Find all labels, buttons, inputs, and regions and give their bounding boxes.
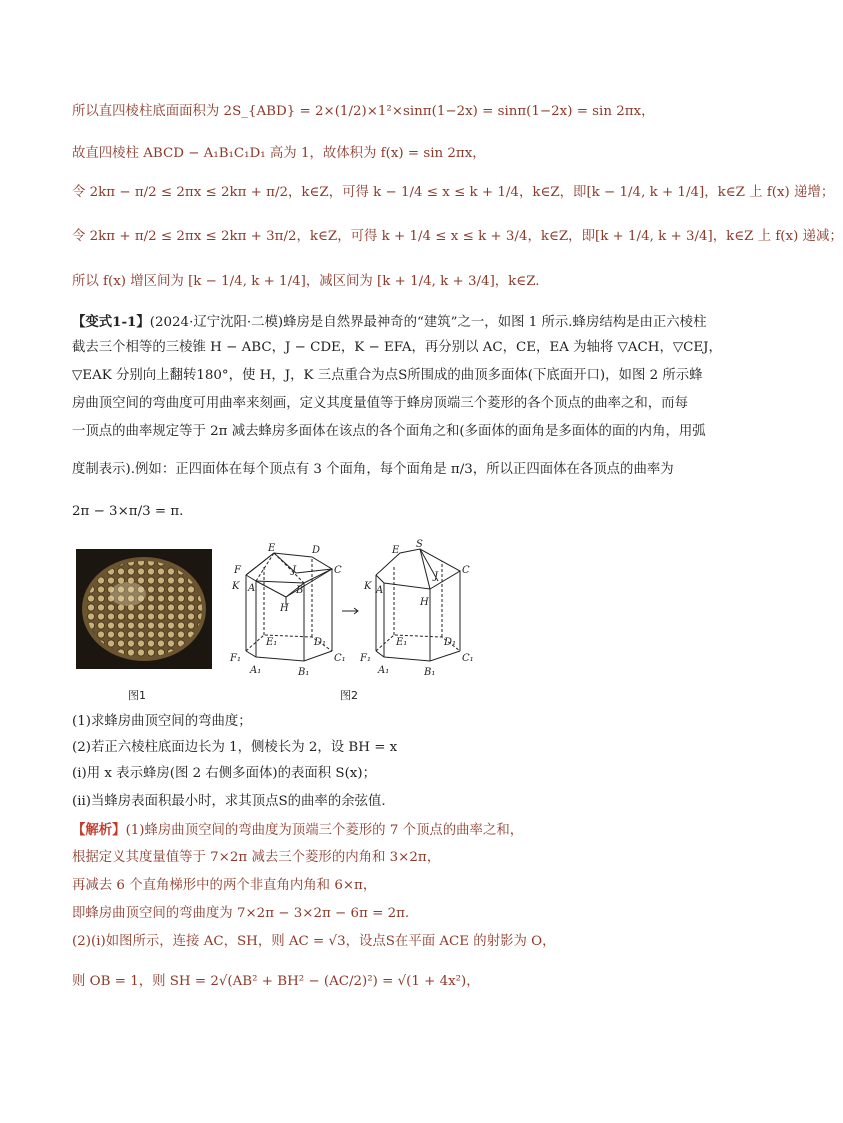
figure-area	[72, 539, 492, 705]
problem-text-1: (2024·辽宁沈阳·二模)蜂房是自然界最神奇的“建筑”之一，如图 1 所示.蜂房结构是由正六棱柱	[149, 315, 707, 330]
label-left-e1: E₁	[266, 637, 278, 648]
text-line-4: 令 2kπ + π/2 ≤ 2πx ≤ 2kπ + 3π/2，k∈Z，可得 k + 1/4 ≤ x ≤ k + 3/4，k∈Z，即[k + 1/4, k + 3/4]，k∈Z 上 f(x) 递减；	[72, 229, 843, 244]
honeycomb-icon	[76, 549, 212, 669]
solution-text-1: (1)蜂房曲顶空间的弯曲度为顶端三个菱形的 7 个顶点的曲率之和，	[125, 823, 524, 838]
label-left-e: E	[268, 543, 276, 554]
label-right-j: J	[434, 571, 439, 582]
label-right-k: K	[364, 581, 372, 592]
label-left-f1: F₁	[230, 653, 241, 664]
solution-line-1	[72, 820, 523, 841]
question-2: (2)若正六棱柱底面边长为 1，侧棱长为 2，设 BH = x	[72, 740, 398, 755]
honeycomb-photo	[76, 549, 212, 669]
label-right-s: S	[416, 539, 423, 550]
problem-line-7: 2π − 3×π/3 = π.	[72, 504, 184, 519]
solution-line-3: 再减去 6 个直角梯形中的两个非直角内角和 6×π，	[72, 878, 377, 893]
label-left-j: J	[292, 565, 297, 576]
label-left-a1: A₁	[250, 665, 262, 676]
text-line-3: 令 2kπ − π/2 ≤ 2πx ≤ 2kπ + π/2，k∈Z，可得 k − 1/4 ≤ x ≤ k + 1/4，k∈Z，即[k − 1/4, k + 1/4]，k∈Z 上 f(x) 递增；	[72, 185, 835, 200]
solution-line-5: (2)(i)如图所示，连接 AC，SH，则 AC = √3，设点S在平面 ACE 的射影为 O，	[72, 934, 556, 949]
figure-1-caption: 图1	[128, 689, 146, 702]
label-right-e1: E₁	[396, 637, 408, 648]
label-right-e: E	[392, 545, 400, 556]
label-left-a: A	[248, 583, 256, 594]
label-left-h: H	[280, 603, 289, 614]
label-left-d: D	[312, 545, 321, 556]
figure-2-diagram	[224, 539, 486, 683]
label-left-d1: D₁	[314, 637, 327, 648]
label-right-b1: B₁	[424, 667, 436, 678]
problem-line-1	[72, 312, 706, 333]
solution-line-4: 即蜂房曲顶空间的弯曲度为 7×2π − 3×2π − 6π = 2π.	[72, 906, 410, 921]
problem-line-2: 截去三个相等的三棱锥 H − ABC，J − CDE，K − EFA，再分别以 AC，CE，EA 为轴将 ▽ACH，▽CEJ，	[72, 340, 722, 355]
label-left-b: B	[296, 585, 304, 596]
label-left-c1: C₁	[334, 653, 346, 664]
problem-line-4: 房曲顶空间的弯曲度可用曲率来刻画，定义其度量值等于蜂房顶端三个菱形的各个顶点的曲率之和，而每	[72, 396, 688, 411]
problem-line-5: 一顶点的曲率规定等于 2π 减去蜂房多面体在该点的各个面角之和(多面体的面角是多面体的面的内角，用弧	[72, 424, 706, 439]
text-line-2: 故直四棱柱 ABCD − A₁B₁C₁D₁ 高为 1，故体积为 f(x) = sin 2πx，	[72, 146, 486, 161]
label-right-a: A	[376, 585, 384, 596]
question-1: (1)求蜂房曲顶空间的弯曲度；	[72, 714, 252, 729]
label-right-f1: F₁	[360, 653, 371, 664]
problem-line-3: ▽EAK 分别向上翻转180°，使 H，J，K 三点重合为点S所围成的曲顶多面体(下底面开口)，如图 2 所示蜂	[72, 368, 703, 383]
label-right-d1: D₁	[444, 637, 457, 648]
solution-tag: 【解析】	[72, 822, 126, 838]
label-left-f: F	[234, 565, 241, 576]
question-2-ii: (ii)当蜂房表面积最小时，求其顶点S的曲率的余弦值.	[72, 794, 386, 809]
solution-line-2: 根据定义其度量值等于 7×2π 减去三个菱形的内角和 3×2π，	[72, 850, 441, 865]
question-2-i: (i)用 x 表示蜂房(图 2 右侧多面体)的表面积 S(x)；	[72, 766, 376, 781]
label-right-c: C	[462, 565, 470, 576]
text-line-5: 所以 f(x) 增区间为 [k − 1/4, k + 1/4]，减区间为 [k + 1/4, k + 3/4]，k∈Z.	[72, 274, 540, 289]
label-left-k: K	[232, 581, 240, 592]
solution-line-6: 则 OB = 1，则 SH = 2√(AB² + BH² − (AC/2)²) = √(1 + 4x²)，	[72, 974, 480, 989]
problem-tag: 【变式1-1】	[72, 314, 150, 330]
label-right-c1: C₁	[462, 653, 474, 664]
label-left-b1: B₁	[298, 667, 310, 678]
label-right-a1: A₁	[378, 665, 390, 676]
problem-line-6: 度制表示).例如：正四面体在每个顶点有 3 个面角，每个面角是 π/3，所以正四面体在各顶点的曲率为	[72, 462, 674, 477]
label-left-c: C	[334, 565, 342, 576]
label-right-h: H	[420, 597, 429, 608]
text-line-1: 所以直四棱柱底面面积为 2S_{ABD} = 2×(1/2)×1²×sinπ(1−2x) = sinπ(1−2x) = sin 2πx，	[72, 104, 655, 119]
figure-2-caption: 图2	[340, 689, 358, 702]
